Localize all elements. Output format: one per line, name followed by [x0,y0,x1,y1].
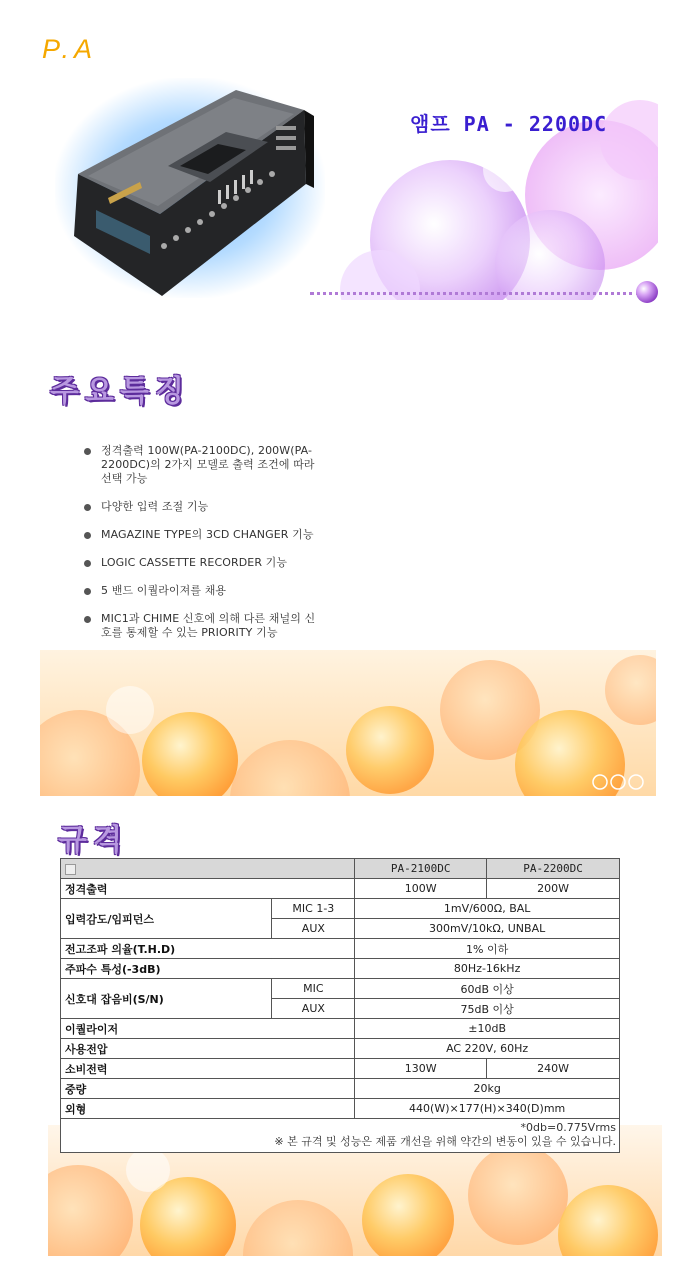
column-header: PA-2100DC [355,859,487,879]
table-note-row [61,1119,620,1153]
cell-value: 130W [355,1059,487,1079]
features-list [84,444,316,654]
bullet-icon [84,504,91,511]
row-label: 정격출력 [61,879,355,899]
cell-value: 240W [487,1059,620,1079]
feature-text: 5 밴드 이퀄라이져를 채용 [101,584,227,597]
feature-text: MIC1과 CHIME 신호에 의해 다른 채널의 신호를 통제할 수 있는 PRIORITY 기능 [101,612,316,639]
cell-value: 1% 이하 [355,939,620,959]
spec-table [60,858,620,1153]
table-row [61,1059,620,1079]
model-title: 앰프 PA - 2200DC [410,112,608,136]
table-header-row [61,859,620,879]
note-line-1: *0db=0.775Vrms [520,1121,616,1134]
sub-label: MIC [272,979,355,999]
cell-value: 60dB 이상 [355,979,620,999]
bullet-icon [84,616,91,623]
row-label: 소비전력 [61,1059,355,1079]
header-corner-cell [61,859,355,879]
row-label: 주파수 특성(-3dB) [61,959,355,979]
row-label: 이퀄라이저 [61,1019,355,1039]
feature-item [84,444,316,486]
table-row [61,1019,620,1039]
cell-value: ±10dB [355,1019,620,1039]
bullet-icon [84,560,91,567]
sub-label: AUX [272,999,355,1019]
cell-value: 80Hz-16kHz [355,959,620,979]
spec-table-wrapper [60,858,620,1153]
feature-item [84,556,316,570]
row-label: 사용전압 [61,1039,355,1059]
row-label: 입력감도/임피던스 [61,899,272,939]
cell-value: 100W [355,879,487,899]
table-row [61,939,620,959]
feature-item [84,528,316,542]
amplifier-product-image [68,86,316,296]
brand-label: P.A [42,34,98,64]
row-label: 신호대 잡음비(S/N) [61,979,272,1019]
table-row [61,1099,620,1119]
table-row [61,979,620,999]
table-row [61,1079,620,1099]
cell-value: 200W [487,879,620,899]
specs-heading: 규격 [58,823,128,858]
cell-value: 1mV/600Ω, BAL [355,899,620,919]
feature-item [84,584,316,598]
table-row [61,899,620,919]
table-row [61,1039,620,1059]
sub-label: MIC 1-3 [272,899,355,919]
feature-item [84,612,316,640]
cell-value: 75dB 이상 [355,999,620,1019]
feature-text: 다양한 입력 조절 기능 [101,500,209,513]
table-row [61,879,620,899]
feature-item [84,500,316,514]
cell-value: 440(W)×177(H)×340(D)mm [355,1099,620,1119]
feature-text: LOGIC CASSETTE RECORDER 기능 [101,556,288,569]
cell-value: 300mV/10kΩ, UNBAL [355,919,620,939]
sub-label: AUX [272,919,355,939]
feature-text: MAGAZINE TYPE의 3CD CHANGER 기능 [101,528,314,541]
bullet-icon [84,448,91,455]
bullet-icon [84,532,91,539]
row-label: 중량 [61,1079,355,1099]
note-line-2: ※ 본 규격 및 성능은 제품 개선을 위해 약간의 변동이 있을 수 있습니다. [274,1135,616,1148]
features-heading: 주요특징 [50,374,190,409]
dotted-divider [310,292,640,295]
cell-value: 20kg [355,1079,620,1099]
cell-value: AC 220V, 60Hz [355,1039,620,1059]
table-row [61,959,620,979]
row-label: 외형 [61,1099,355,1119]
bullet-icon [84,588,91,595]
feature-text: 정격출력 100W(PA-2100DC), 200W(PA-2200DC)의 2가지 모델로 출력 조건에 따라 선택 가능 [101,444,315,485]
purple-ball-ornament [636,281,658,303]
table-note [61,1119,620,1153]
orange-bokeh-band-1 [40,650,656,796]
column-header: PA-2200DC [487,859,620,879]
row-label: 전고조파 의율(T.H.D) [61,939,355,959]
corner-icon [65,864,76,875]
